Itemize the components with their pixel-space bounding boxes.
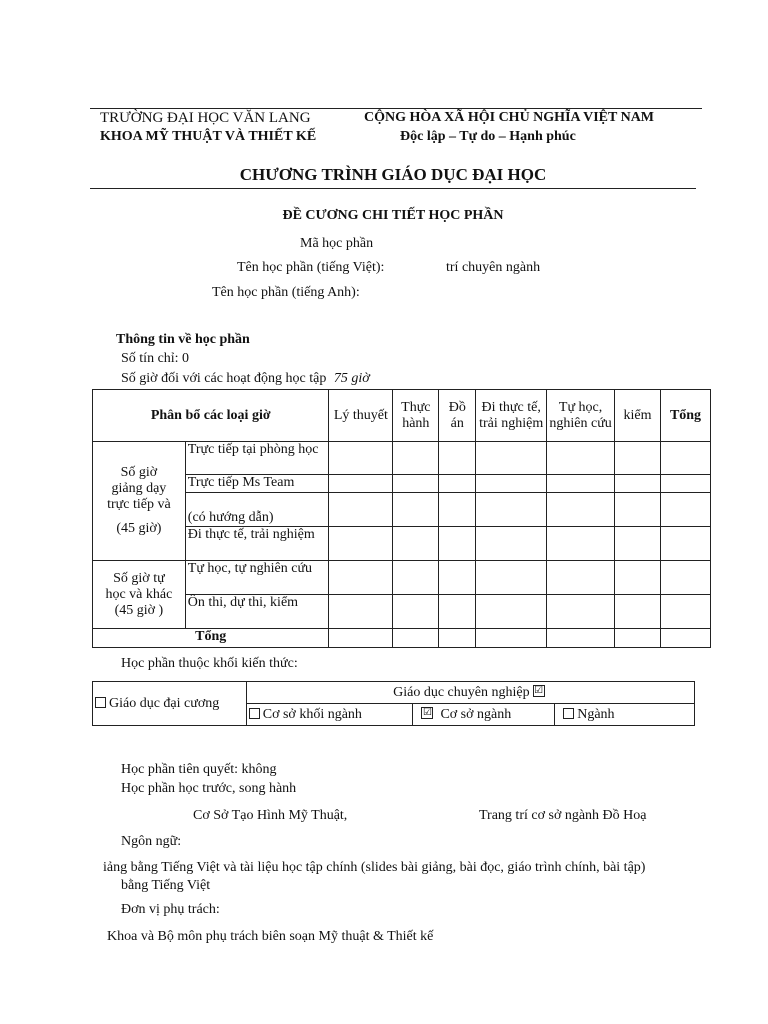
group2-line2: học và khác [105,586,173,602]
cell [661,595,711,629]
cell [439,629,476,648]
cell [615,595,661,629]
major-base-label: Cơ sở ngành [440,706,512,722]
allocation-header: Phân bổ các loại giờ [93,390,329,442]
professional-education-option[interactable] [246,682,694,704]
cell [615,475,661,493]
hours-value: 75 giờ [333,371,370,386]
cell [547,595,615,629]
course-name-vi-value: trí chuyên ngành [446,260,541,275]
university-name: TRƯỜNG ĐẠI HỌC VĂN LANG [100,110,311,126]
language-line-2: bằng Tiếng Việt [121,878,211,893]
prerequisite-line: Học phần tiên quyết: không [121,762,277,777]
professional-education-label: Giáo dục chuyên nghiệp [393,684,530,700]
cell [393,561,439,595]
cell [439,493,476,527]
row-guided: (có hướng dẫn) [185,493,329,527]
major-base-option[interactable] [413,704,555,726]
cell [476,527,547,561]
sector-base-checkbox[interactable] [249,708,260,719]
cell [329,475,393,493]
cell [393,442,439,475]
group1-line2: giảng dạy [111,481,167,496]
info-heading: Thông tin về học phần [116,332,250,347]
direct-teaching-group [93,442,186,561]
cell [329,595,393,629]
cell [329,442,393,475]
prior-course-1: Cơ Sở Tạo Hình Mỹ Thuật, [193,808,348,823]
cell [393,527,439,561]
cell [476,629,547,648]
title-rule [90,188,696,189]
major-base-checkbox[interactable]: ☑ [422,707,432,719]
total-header: Tổng [661,390,711,442]
group1-line3: trực tiếp và [107,497,171,512]
major-option[interactable] [555,704,695,726]
cell [476,561,547,595]
cell [393,595,439,629]
group2-line1: Số giờ tự [113,570,165,586]
general-education-checkbox[interactable] [95,697,106,708]
hours-table [92,389,711,648]
prior-course-2: Trang trí cơ sở ngành Đồ Hoạ [479,808,647,823]
cell [615,442,661,475]
cell [547,527,615,561]
motto: Độc lập – Tự do – Hạnh phúc [400,129,576,144]
cell [393,475,439,493]
cell [476,595,547,629]
cell [615,561,661,595]
cell [547,442,615,475]
sector-base-option[interactable] [246,704,413,726]
knowledge-table [92,681,695,726]
language-label: Ngôn ngữ: [121,834,182,849]
cell [439,527,476,561]
major-label: Ngành [577,706,615,722]
unit-label: Đơn vị phụ trách: [121,902,220,917]
row-ms-team: Trực tiếp Ms Team [185,475,329,493]
cell [661,493,711,527]
practice-header: Thực hành [393,390,439,442]
theory-header: Lý thuyết [329,390,393,442]
cell [439,475,476,493]
prior-courses-line: Học phần học trước, song hành [121,781,297,796]
cell [476,442,547,475]
course-name-vi-label: Tên học phần (tiếng Việt): [237,260,385,275]
cell [615,527,661,561]
cell [547,629,615,648]
cell [661,442,711,475]
top-rule [90,108,702,109]
group2-line3: (45 giờ ) [114,602,164,618]
exam-header: kiểm [615,390,661,442]
row-field-trip: Đi thực tế, trải nghiệm [185,527,329,561]
cell [329,561,393,595]
row-exam-prep: Ôn thi, dự thi, kiểm [185,595,329,629]
credits: Số tín chỉ: 0 [121,351,190,366]
unit-value: Khoa và Bộ môn phụ trách biên soạn Mỹ thuật & Thiết kế [107,929,434,944]
cell [329,493,393,527]
cell [615,493,661,527]
professional-education-checkbox[interactable]: ☑ [534,685,544,697]
outline-title: ĐỀ CƯƠNG CHI TIẾT HỌC PHẦN [282,208,504,223]
course-code-label: Mã học phần [300,236,374,251]
cell [661,629,711,648]
major-checkbox[interactable] [563,708,574,719]
group1-line4: (45 giờ) [116,521,162,536]
cell [547,493,615,527]
project-header: Đồ án [439,390,476,442]
general-education-label: Giáo dục đại cương [109,695,220,711]
general-education-option[interactable] [93,682,247,726]
cell [661,475,711,493]
knowledge-label: Học phần thuộc khối kiến thức: [121,656,298,671]
cell [661,561,711,595]
cell [547,561,615,595]
cell [547,475,615,493]
cell [393,493,439,527]
cell [329,527,393,561]
faculty-name: KHOA MỸ THUẬT VÀ THIẾT KẾ [100,129,317,144]
cell [393,629,439,648]
course-name-en-label: Tên học phần (tiếng Anh): [212,285,360,300]
cell [329,629,393,648]
field-header: Đi thực tế, trải nghiệm [476,390,547,442]
cell [476,475,547,493]
sector-base-label: Cơ sở khối ngành [262,706,362,722]
republic-title: CỘNG HÒA XÃ HỘI CHỦ NGHĨA VIỆT NAM [364,110,655,125]
program-title: CHƯƠNG TRÌNH GIÁO DỤC ĐẠI HỌC [239,165,547,184]
cell [615,629,661,648]
cell [476,493,547,527]
row-self-study: Tự học, tự nghiên cứu [185,561,329,595]
total-row-label: Tổng [93,629,329,648]
cell [439,561,476,595]
self-study-group [93,561,186,629]
group1-line1: Số giờ [120,465,158,480]
cell [661,527,711,561]
hours-line [121,371,370,387]
cell [439,595,476,629]
self-study-header: Tự học, nghiên cứu [547,390,615,442]
row-classroom: Trực tiếp tại phòng học [185,442,329,475]
cell [439,442,476,475]
hours-label: Số giờ đối với các hoạt động học tập [121,371,327,386]
language-line-1: iảng bằng Tiếng Việt và tài liệu học tập chính (slides bài giảng, bài đọc, giáo trình chính, bài tập) [103,860,646,875]
